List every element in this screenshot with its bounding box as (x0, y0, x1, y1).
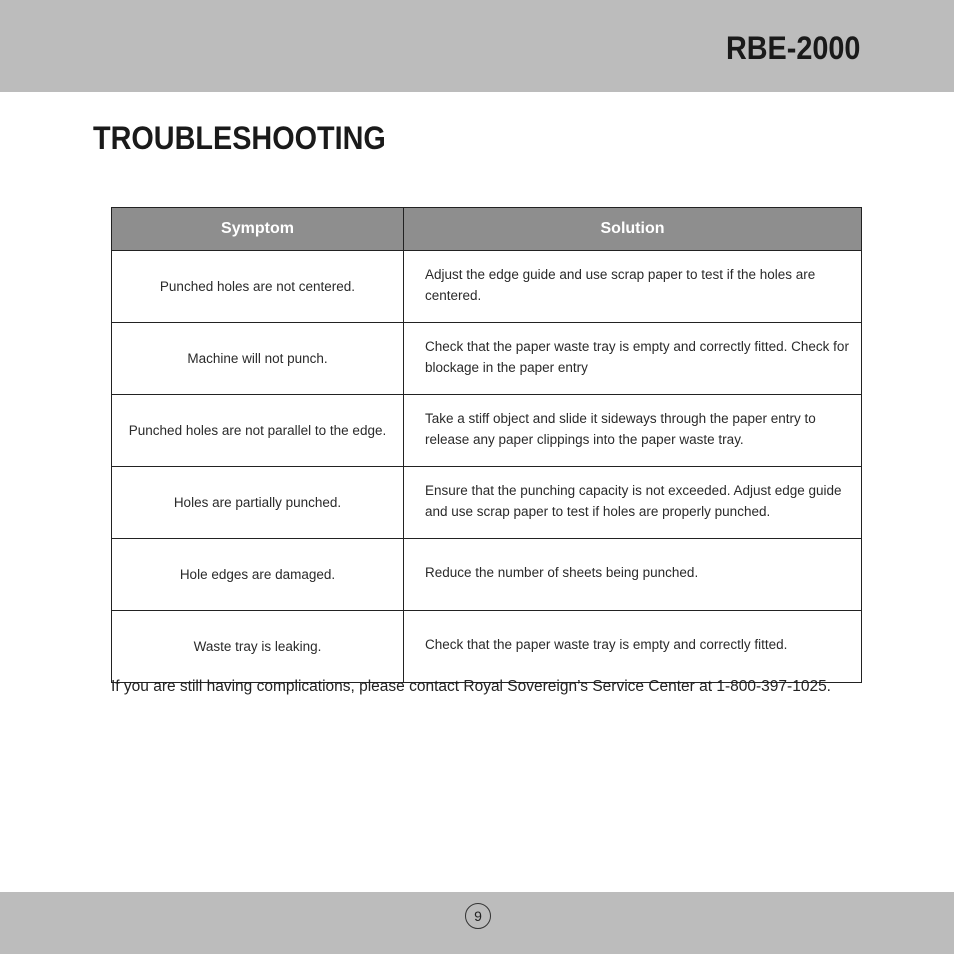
table-row (112, 395, 862, 467)
symptom-header: Symptom (112, 208, 404, 251)
symptom-cell: Machine will not punch. (112, 323, 404, 395)
table-row (112, 323, 862, 395)
troubleshooting-table (111, 207, 862, 683)
symptom-cell: Holes are partially punched. (112, 467, 404, 539)
solution-cell: Adjust the edge guide and use scrap paper to test if the holes are centered. (404, 251, 862, 323)
symptom-cell: Punched holes are not centered. (112, 251, 404, 323)
solution-header: Solution (404, 208, 862, 251)
table-row (112, 539, 862, 611)
table-row (112, 251, 862, 323)
solution-cell: Take a stiff object and slide it sideways through the paper entry to release any paper clippings into the paper waste tray. (404, 395, 862, 467)
solution-cell: Check that the paper waste tray is empty and correctly fitted. (404, 611, 862, 683)
solution-cell: Ensure that the punching capacity is not exceeded. Adjust edge guide and use scrap paper to test if holes are properly punched. (404, 467, 862, 539)
contact-note: If you are still having complications, please contact Royal Sovereign’s Service Center at 1-800-397-1025. (111, 678, 831, 695)
symptom-cell: Waste tray is leaking. (112, 611, 404, 683)
page-title: TROUBLESHOOTING (93, 120, 386, 156)
page-number: 9 (465, 903, 491, 929)
table-row (112, 467, 862, 539)
solution-cell: Reduce the number of sheets being punched. (404, 539, 862, 611)
solution-cell: Check that the paper waste tray is empty and correctly fitted. Check for blockage in the paper entry (404, 323, 862, 395)
symptom-cell: Hole edges are damaged. (112, 539, 404, 611)
symptom-cell: Punched holes are not parallel to the edge. (112, 395, 404, 467)
table-row (112, 611, 862, 683)
table-header-row (112, 208, 862, 251)
model-name: RBE-2000 (725, 30, 860, 66)
